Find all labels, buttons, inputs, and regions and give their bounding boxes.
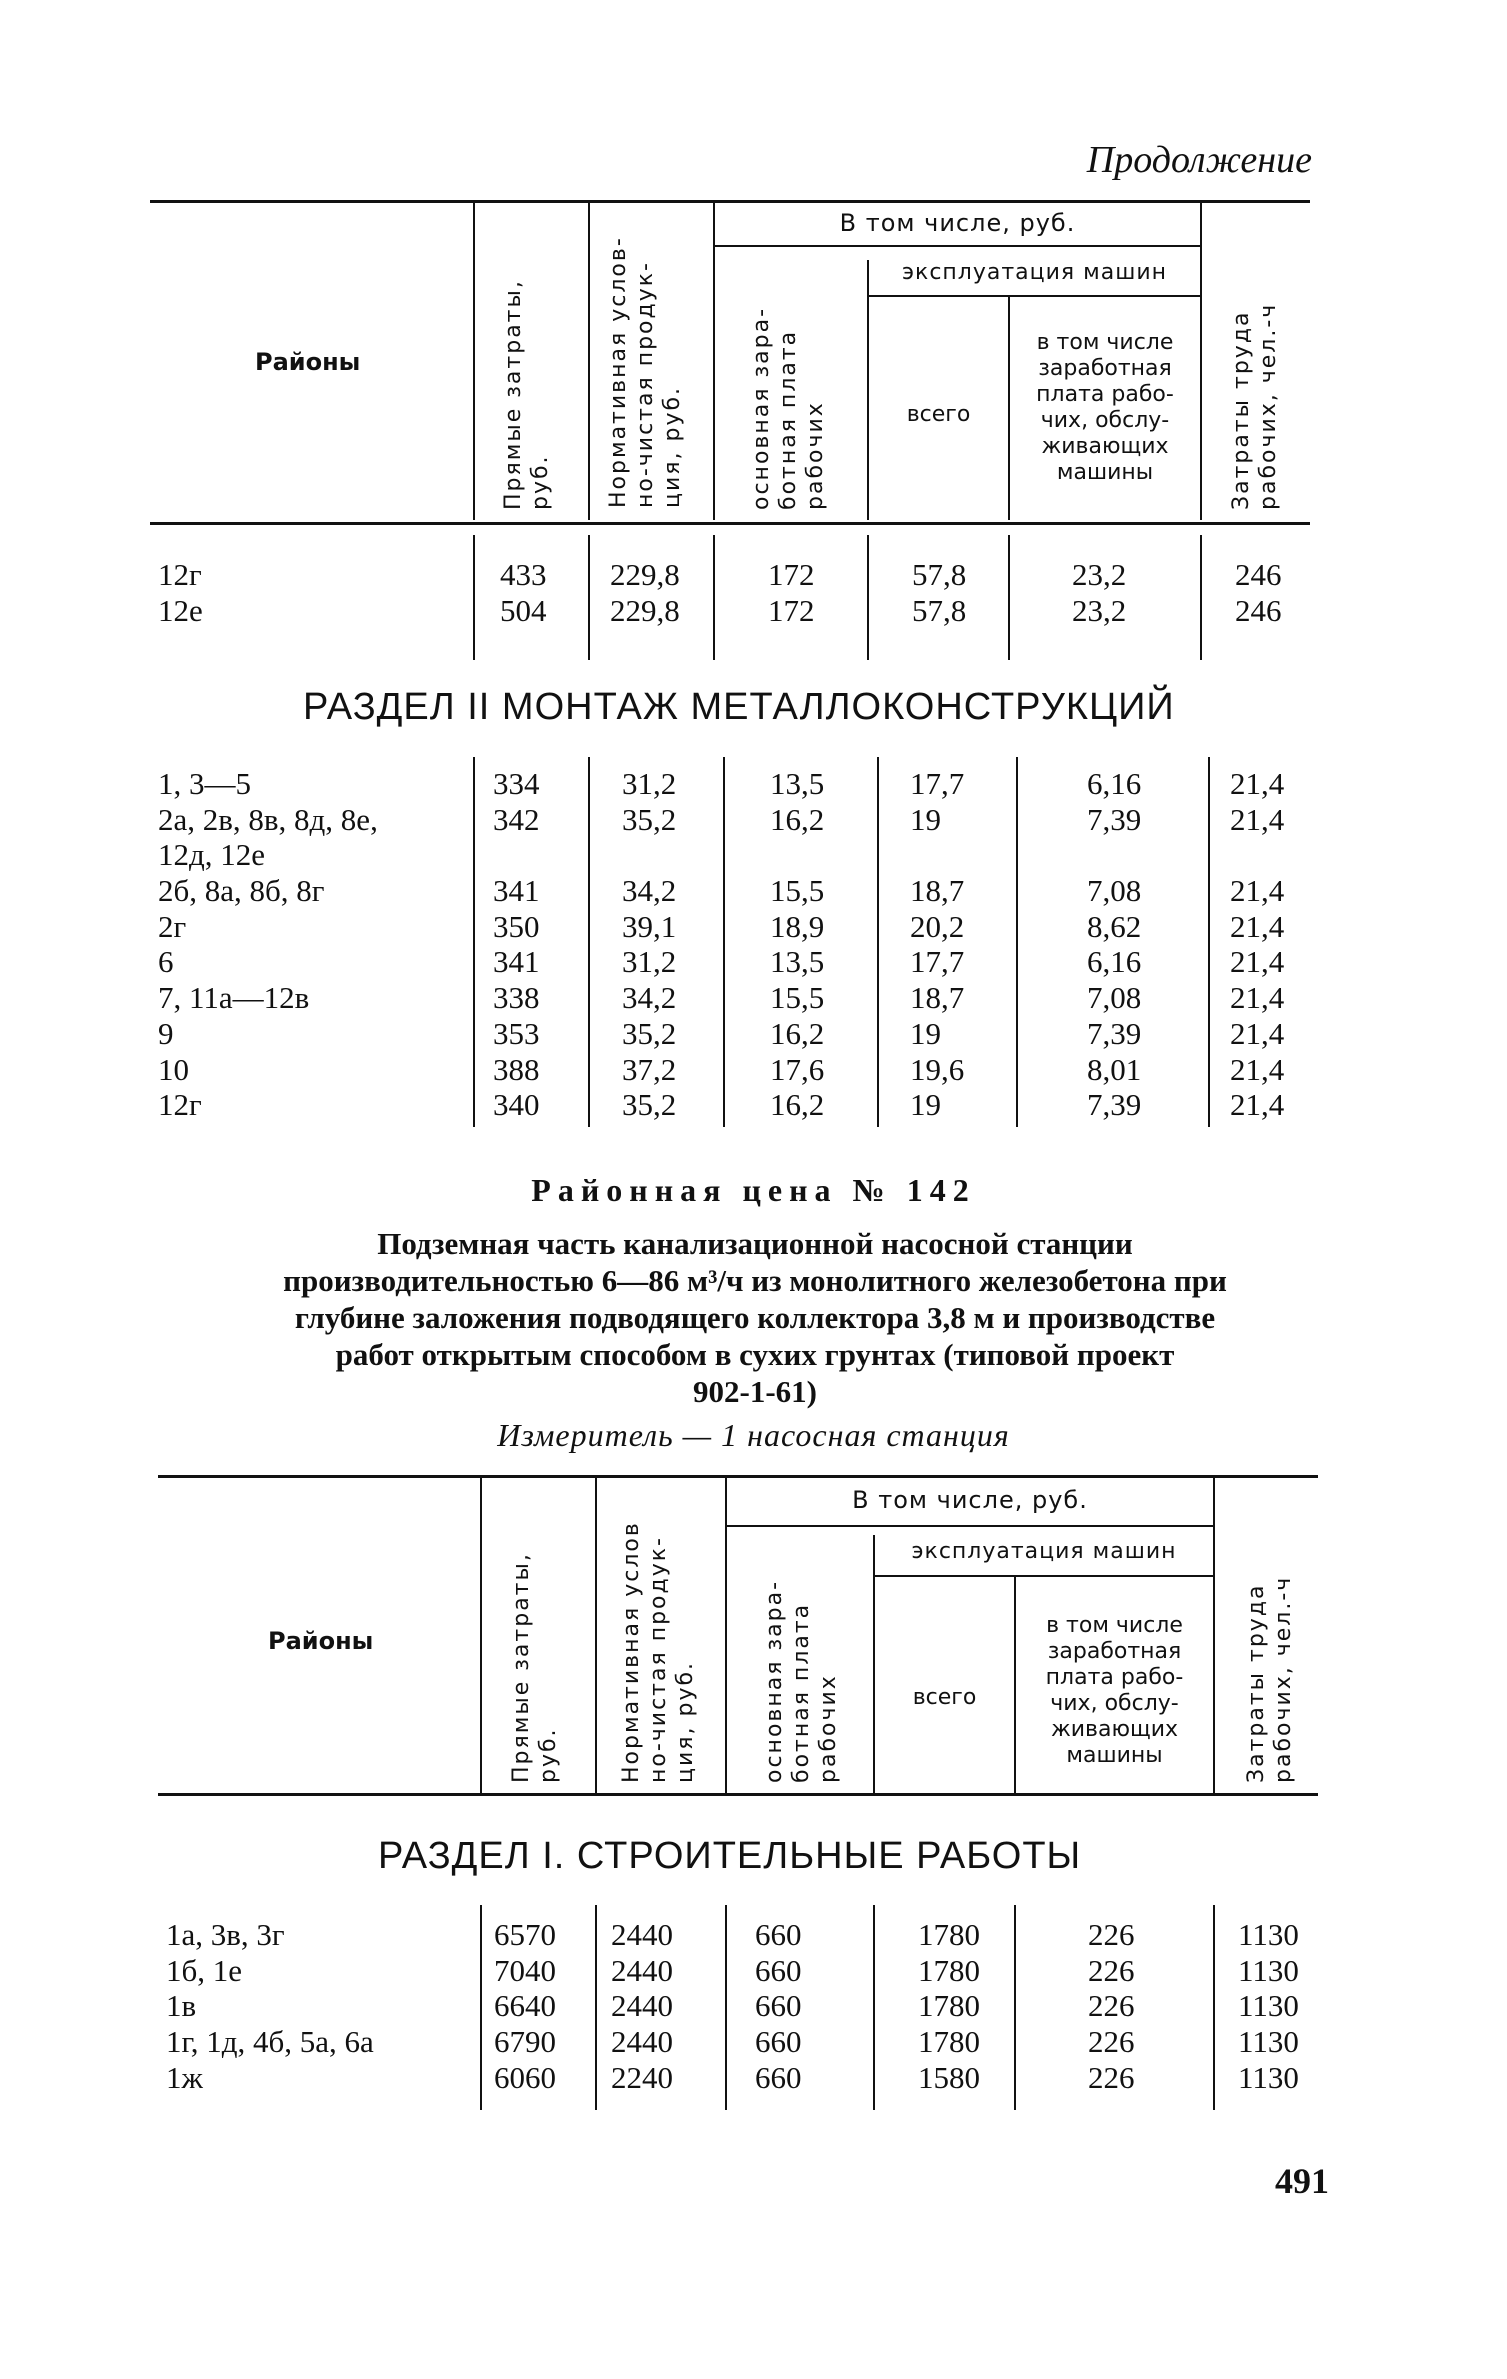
cell-value: 350: [493, 908, 540, 944]
section-title-construction: РАЗДЕЛ I. СТРОИТЕЛЬНЫЕ РАБОТЫ: [378, 1835, 1082, 1877]
table-row: [150, 1016, 1310, 1052]
cell-value: 1130: [1238, 2024, 1299, 2060]
cell-value: 15,5: [770, 873, 825, 909]
cell-district: 12д, 12е: [158, 837, 266, 873]
cell-value: 226: [1088, 1952, 1135, 1988]
cell-value: 1580: [918, 2059, 980, 2095]
cell-value: 21,4: [1230, 766, 1285, 801]
cell-value: 18,7: [910, 980, 965, 1016]
continuation-label: Продолжение: [1086, 139, 1312, 181]
cell-value: 16,2: [770, 801, 825, 837]
cell-district: 1, 3—5: [158, 766, 251, 801]
cell-value: 341: [493, 944, 540, 980]
page-number: 491: [1275, 2161, 1329, 2201]
price-description: Подземная часть канализационной насосной станции производительностью 6—86 м³/ч из монолитного железобетона при глубине заложения подводящего коллектора 3,8 м и производстве работ открытым способом в сухих грунтах (типовой проект 902-1-61): [283, 1226, 1227, 1409]
cell-value: 341: [493, 873, 540, 909]
table1-header: [150, 200, 1310, 535]
cell-value: 1780: [918, 2024, 980, 2060]
cell-value: 13,5: [770, 944, 825, 980]
cell-value: 21,4: [1230, 801, 1285, 837]
cell-value: 6060: [494, 2059, 556, 2095]
cell-value: 20,2: [910, 908, 965, 944]
cell-value: 15,5: [770, 980, 825, 1016]
table-row: [158, 1917, 1318, 1953]
cell-value: 340: [493, 1087, 540, 1123]
table1-top-rule: [150, 200, 1310, 203]
cell-value: 660: [755, 2059, 802, 2095]
cell-value: 21,4: [1230, 1051, 1285, 1087]
cell-value: 388: [493, 1051, 540, 1087]
col-including: В том числе, руб.: [839, 209, 1076, 237]
cell-value: 2240: [611, 2059, 673, 2095]
cell-value: 226: [1088, 1988, 1135, 2024]
cell-value: 660: [755, 1988, 802, 2024]
cell-district: 9: [158, 1015, 174, 1051]
col-including: В том числе, руб.: [852, 1486, 1088, 1514]
cell-value: 19: [910, 801, 941, 837]
table2-body: [158, 1905, 1318, 2110]
cell-value: 35,2: [622, 1015, 677, 1051]
cell-value: 16,2: [770, 1015, 825, 1051]
table-row: [150, 837, 1310, 873]
cell-value: 226: [1088, 1917, 1135, 1952]
price-title: Районная цена № 142: [531, 1172, 976, 1208]
cell-value: 21,4: [1230, 908, 1285, 944]
cell-value: 19,6: [910, 1051, 965, 1087]
cell-value: 6570: [494, 1917, 556, 1952]
table-row: [158, 2024, 1318, 2060]
cell-value: 338: [493, 980, 540, 1016]
cell-value: 1130: [1238, 1988, 1299, 2024]
cell-value: 1780: [918, 1952, 980, 1988]
cell-value: 16,2: [770, 1087, 825, 1123]
col-normative: Нормативная услов- но-чистая продук- ция, руб.: [606, 236, 685, 508]
cell-district: 6: [158, 944, 174, 980]
cell-district: 1г, 1д, 4б, 5а, 6а: [166, 2024, 374, 2060]
cell-value: 21,4: [1230, 873, 1285, 909]
cell-value: 6790: [494, 2024, 556, 2060]
table-row: [150, 944, 1310, 980]
cell-value: 18,7: [910, 873, 965, 909]
cell-value: 34,2: [622, 980, 677, 1016]
cell-value: 7,08: [1087, 873, 1142, 909]
cell-value: 39,1: [622, 908, 677, 944]
col-districts: Районы: [268, 1627, 374, 1655]
cell-value: 2440: [611, 1952, 673, 1988]
cell-district: 1б, 1е: [166, 1952, 243, 1988]
cell-value: 2440: [611, 1988, 673, 2024]
cell-value: 2440: [611, 2024, 673, 2060]
cell-value: 19: [910, 1015, 941, 1051]
table-row: [158, 2060, 1318, 2096]
cell-value: 13,5: [770, 766, 825, 801]
cell-value: 353: [493, 1015, 540, 1051]
col-total: всего: [912, 1685, 977, 1710]
table-row: [150, 873, 1310, 909]
col-districts: Районы: [255, 348, 361, 376]
cell-value: 31,2: [622, 766, 677, 801]
table1-body: [150, 535, 1310, 660]
table2-header: [158, 1475, 1318, 1810]
cell-value: 1780: [918, 1988, 980, 2024]
section-title-montage: РАЗДЕЛ II МОНТАЖ МЕТАЛЛОКОНСТРУКЦИЙ: [303, 686, 1175, 728]
cell-value: 1780: [918, 1917, 980, 1952]
cell-value: 7,39: [1087, 801, 1142, 837]
table1-section-body: [150, 757, 1310, 1127]
table-row: [150, 802, 1310, 838]
cell-value: 35,2: [622, 801, 677, 837]
col-total: всего: [906, 402, 971, 427]
col-base-wage: основная зара- ботная плата рабочих: [749, 306, 828, 510]
cell-value: 342: [493, 801, 540, 837]
cell-district: 1а, 3в, 3г: [166, 1917, 285, 1952]
cell-district: 1ж: [166, 2059, 203, 2095]
table-row: [150, 1087, 1310, 1123]
cell-district: 2б, 8а, 8б, 8г: [158, 873, 325, 909]
cell-value: 8,01: [1087, 1051, 1142, 1087]
col-machine-ops: эксплуатация машин: [911, 1539, 1177, 1564]
col-machine-wage: в том числе заработная плата рабо- чих, обслу- живающих машины: [1045, 1613, 1184, 1768]
cell-value: 7040: [494, 1952, 556, 1988]
cell-value: 1130: [1238, 1952, 1299, 1988]
table-row: [150, 1052, 1310, 1088]
cell-value: 7,39: [1087, 1087, 1142, 1123]
col-labor: Затраты труда рабочих, чел.-ч: [1229, 302, 1281, 510]
cell-value: 226: [1088, 2024, 1135, 2060]
col-normative: Нормативная услов но-чистая продук- ция, руб.: [619, 1521, 698, 1783]
cell-value: 21,4: [1230, 980, 1285, 1016]
cell-value: 2440: [611, 1917, 673, 1952]
cell-value: 31,2: [622, 944, 677, 980]
col-labor: Затраты труда рабочих, чел.-ч: [1244, 1575, 1296, 1783]
cell-value: 21,4: [1230, 1015, 1285, 1051]
cell-value: 35,2: [622, 1087, 677, 1123]
cell-value: 17,7: [910, 944, 965, 980]
cell-value: 1130: [1238, 2059, 1299, 2095]
cell-value: 660: [755, 1952, 802, 1988]
cell-value: 334: [493, 766, 540, 801]
table-row: [150, 980, 1310, 1016]
cell-value: 6,16: [1087, 766, 1142, 801]
cell-value: 17,6: [770, 1051, 825, 1087]
cell-district: 1в: [166, 1988, 197, 2024]
table1-header-rule: [150, 522, 1310, 525]
table-row: [150, 909, 1310, 945]
cell-value: 19: [910, 1087, 941, 1123]
cell-value: 34,2: [622, 873, 677, 909]
cell-value: 8,62: [1087, 908, 1142, 944]
cell-value: 7,08: [1087, 980, 1142, 1016]
col-machine-ops: эксплуатация машин: [901, 260, 1168, 285]
cell-value: 21,4: [1230, 944, 1285, 980]
cell-value: 17,7: [910, 766, 965, 801]
col-direct-costs: Прямые затраты, руб.: [501, 279, 553, 510]
measure-label: Измеритель — 1 насосная станция: [497, 1417, 1010, 1453]
cell-value: 21,4: [1230, 1087, 1285, 1123]
table-row: 12г 433 229,8 172 57,8 23,2 246: [158, 557, 1282, 592]
cell-district: 7, 11а—12в: [158, 980, 310, 1016]
cell-district: 10: [158, 1051, 189, 1087]
col-direct-costs: Прямые затраты, руб.: [509, 1552, 561, 1783]
cell-value: 6640: [494, 1988, 556, 2024]
table-row: [150, 766, 1310, 802]
cell-district: 12г: [158, 1087, 202, 1123]
cell-value: 6,16: [1087, 944, 1142, 980]
cell-value: 7,39: [1087, 1015, 1142, 1051]
table-row: [158, 1953, 1318, 1989]
cell-district: 2г: [158, 908, 187, 944]
cell-value: 660: [755, 2024, 802, 2060]
col-base-wage: основная зара- ботная плата рабочих: [762, 1579, 841, 1783]
cell-value: 1130: [1238, 1917, 1299, 1952]
col-machine-wage: в том числе заработная плата рабо- чих, обслу- живающих машины: [1036, 330, 1174, 485]
cell-value: 37,2: [622, 1051, 677, 1087]
cell-district: 2а, 2в, 8в, 8д, 8е,: [158, 801, 378, 837]
table-row: [158, 1988, 1318, 2024]
cell-value: 660: [755, 1917, 802, 1952]
cell-value: 18,9: [770, 908, 825, 944]
table-row: 12е 504 229,8 172 57,8 23,2 246: [158, 592, 1282, 628]
cell-value: 226: [1088, 2059, 1135, 2095]
